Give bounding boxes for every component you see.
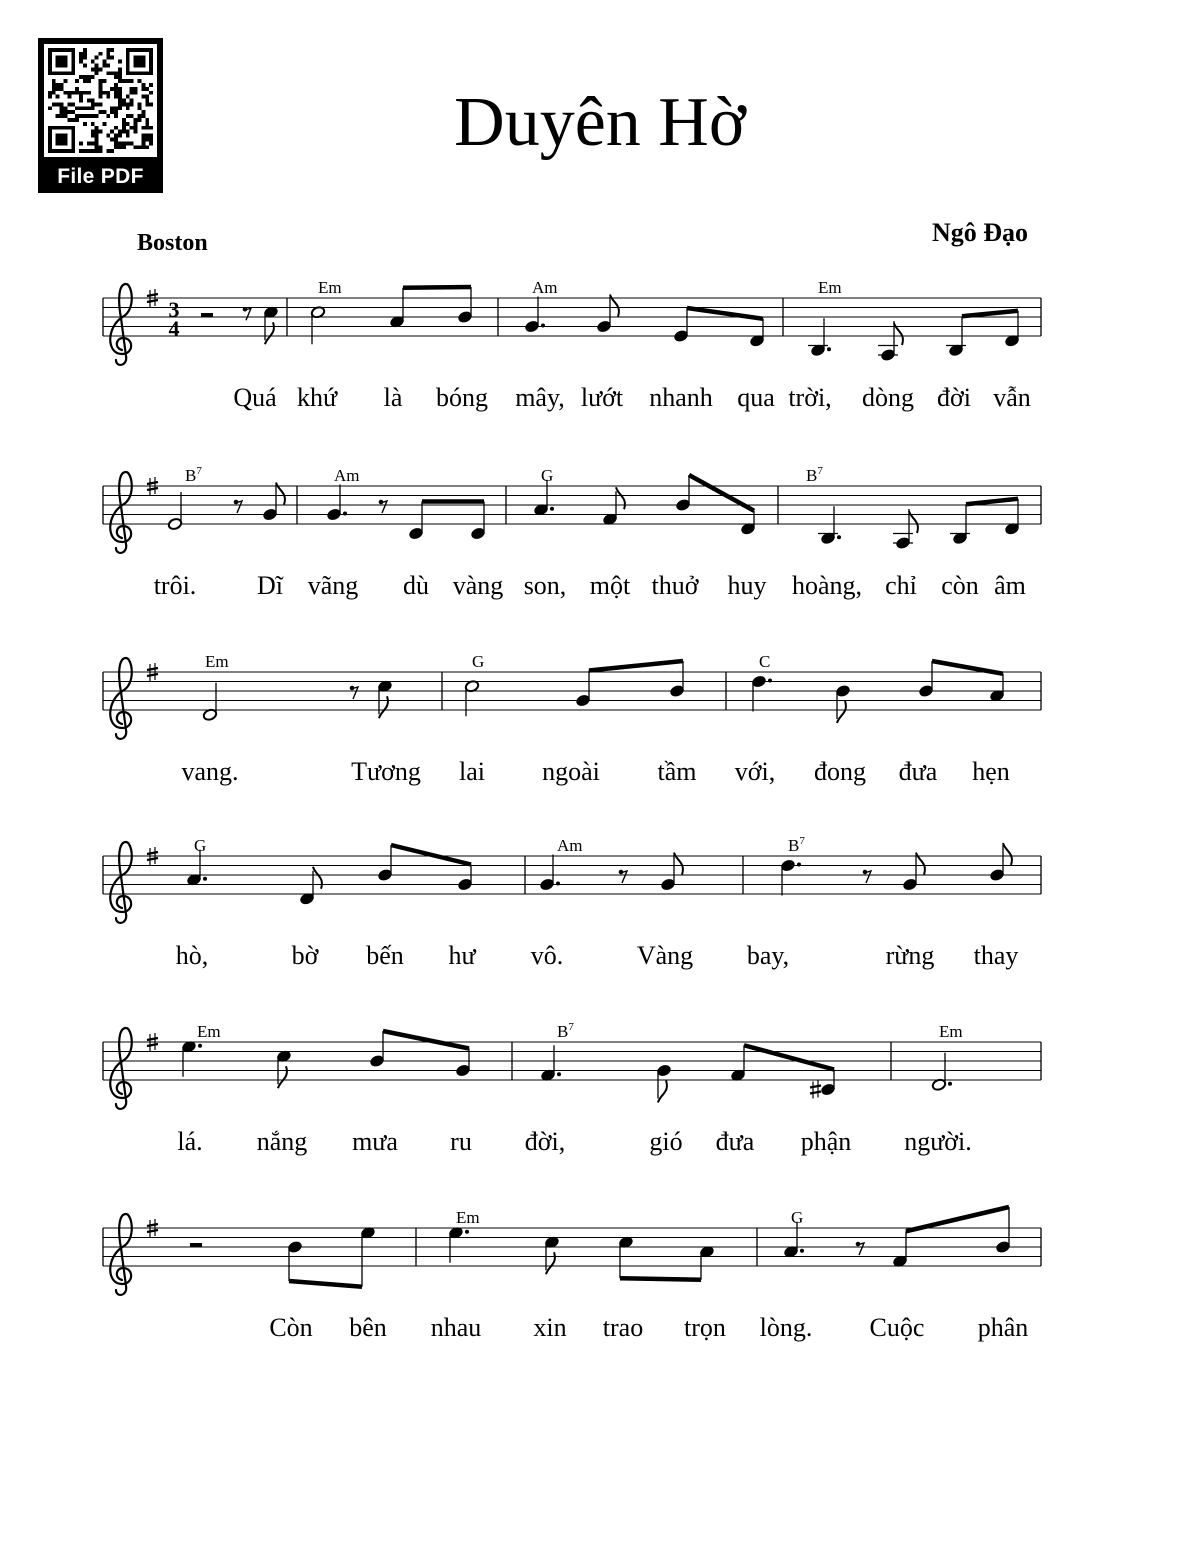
lyric-syllable: gió: [649, 1127, 683, 1156]
lyric-syllable: phận: [800, 1127, 852, 1156]
chord-symbol: Em: [205, 652, 229, 671]
lyric-syllable: Vàng: [636, 941, 694, 970]
lyric-syllable: rừng: [885, 941, 935, 970]
qr-badge-label: File PDF: [57, 165, 144, 188]
lyric-syllable: bay,: [746, 941, 790, 970]
staff-system-1: [103, 278, 1041, 412]
lyric-syllable: vang.: [181, 757, 239, 786]
lyric-syllable: Còn: [269, 1313, 313, 1342]
lyric-syllable: vô.: [530, 941, 564, 970]
lyric-syllable: phân: [977, 1313, 1029, 1342]
chord-symbol: C: [759, 652, 771, 671]
lyric-syllable: ngoài: [542, 757, 600, 786]
lyric-syllable: Cuộc: [869, 1313, 925, 1342]
staff-system-3: [103, 652, 1041, 786]
lyric-syllable: hư: [448, 941, 476, 970]
treble-clef-icon: [110, 658, 132, 739]
chord-symbol: G: [194, 836, 207, 855]
lyric-syllable: vẫn: [993, 383, 1031, 412]
treble-clef-icon: [110, 842, 132, 923]
lyric-syllable: bên: [349, 1313, 387, 1342]
lyric-syllable: lướt: [580, 383, 624, 412]
lyric-syllable: một: [589, 571, 631, 600]
staff-system-4: [103, 835, 1041, 970]
treble-clef-icon: [110, 1028, 132, 1109]
lyric-syllable: son,: [523, 571, 567, 600]
time-signature-bottom: 4: [168, 316, 180, 341]
lyric-syllable: bờ: [291, 941, 319, 970]
treble-clef-icon: [110, 1214, 132, 1295]
lyric-syllable: lá.: [177, 1127, 203, 1156]
lyric-syllable: đưa: [898, 757, 938, 786]
lyric-syllable: qua: [737, 383, 775, 412]
lyric-syllable: âm: [994, 571, 1026, 600]
lyric-syllable: thay: [973, 941, 1019, 970]
lyric-syllable: lòng.: [759, 1313, 813, 1342]
lyric-syllable: ru: [450, 1127, 472, 1156]
treble-clef-icon: [110, 472, 132, 553]
chord-symbol: Am: [532, 278, 558, 297]
lyric-syllable: Tương: [351, 757, 421, 786]
composer-name: Ngô Đạo: [931, 218, 1028, 247]
notes: [186, 843, 1012, 905]
lyric-syllable: thuở: [651, 571, 699, 600]
lyric-syllable: vãng: [307, 571, 359, 600]
lyric-syllable: dòng: [862, 383, 914, 412]
treble-clef-icon: [110, 284, 132, 365]
lyric-syllable: Quá: [233, 383, 277, 412]
lyric-syllable: mưa: [352, 1127, 398, 1156]
chord-symbol: Am: [334, 466, 360, 485]
notes: [202, 661, 1004, 723]
lyric-syllable: là: [383, 383, 403, 412]
lyric-syllable: xin: [533, 1313, 567, 1342]
lyric-syllable: chỉ: [885, 571, 917, 600]
lyric-syllable: tầm: [657, 757, 697, 786]
lyric-syllable: Dĩ: [257, 571, 283, 600]
chord-symbol: Em: [456, 1208, 480, 1227]
chord-symbol: Em: [318, 278, 342, 297]
lyric-syllable: nhanh: [649, 383, 713, 412]
chord-symbol: G: [472, 652, 485, 671]
chord-symbol: G: [791, 1208, 804, 1227]
lyric-syllable: hoàng,: [791, 571, 863, 600]
lyric-syllable: khứ: [296, 383, 338, 412]
chord-symbol: Em: [939, 1022, 963, 1041]
chord-symbol: Am: [557, 836, 583, 855]
lyric-syllable: trao: [602, 1313, 644, 1342]
lyric-syllable: người.: [904, 1127, 972, 1156]
lyric-syllable: vàng: [452, 571, 504, 600]
lyric-syllable: nắng: [256, 1127, 308, 1156]
lyric-syllable: dù: [403, 571, 429, 600]
lyric-syllable: hò,: [175, 941, 209, 970]
chord-symbol: Em: [197, 1022, 221, 1041]
lyric-syllable: đời: [937, 383, 971, 412]
lyric-syllable: đong: [814, 757, 866, 786]
lyric-syllable: huy: [727, 571, 767, 600]
rhythm-style-label: Boston: [137, 230, 208, 256]
staff-system-5: [103, 1021, 1041, 1156]
chord-symbol: $B^7$: [806, 465, 823, 485]
chord-symbol: $B^7$: [557, 1021, 574, 1041]
lyric-syllable: lai: [459, 757, 485, 786]
staff-system-6: [103, 1207, 1041, 1342]
lyric-syllable: trôi.: [153, 571, 197, 600]
song-title: Duyên Hờ: [454, 84, 746, 161]
lyric-syllable: mây,: [515, 383, 565, 412]
lyric-syllable: còn: [941, 571, 979, 600]
chord-symbol: Em: [818, 278, 842, 297]
lyric-syllable: bến: [366, 941, 404, 970]
lyric-syllable: nhau: [430, 1313, 482, 1342]
lyric-syllable: đưa: [715, 1127, 755, 1156]
lyric-syllable: trời,: [788, 383, 832, 412]
chord-symbol: $B^7$: [185, 465, 202, 485]
chord-symbol: $B^7$: [788, 835, 805, 855]
lyric-syllable: trọn: [684, 1313, 726, 1342]
lyric-syllable: với,: [734, 757, 776, 786]
lyric-syllable: đời,: [524, 1127, 566, 1156]
staff-system-2: [103, 465, 1041, 600]
lyric-syllable: hẹn: [972, 757, 1010, 786]
lyric-syllable: bóng: [436, 383, 488, 412]
time-signature-top: 3: [168, 297, 180, 322]
chord-symbol: G: [541, 466, 554, 485]
